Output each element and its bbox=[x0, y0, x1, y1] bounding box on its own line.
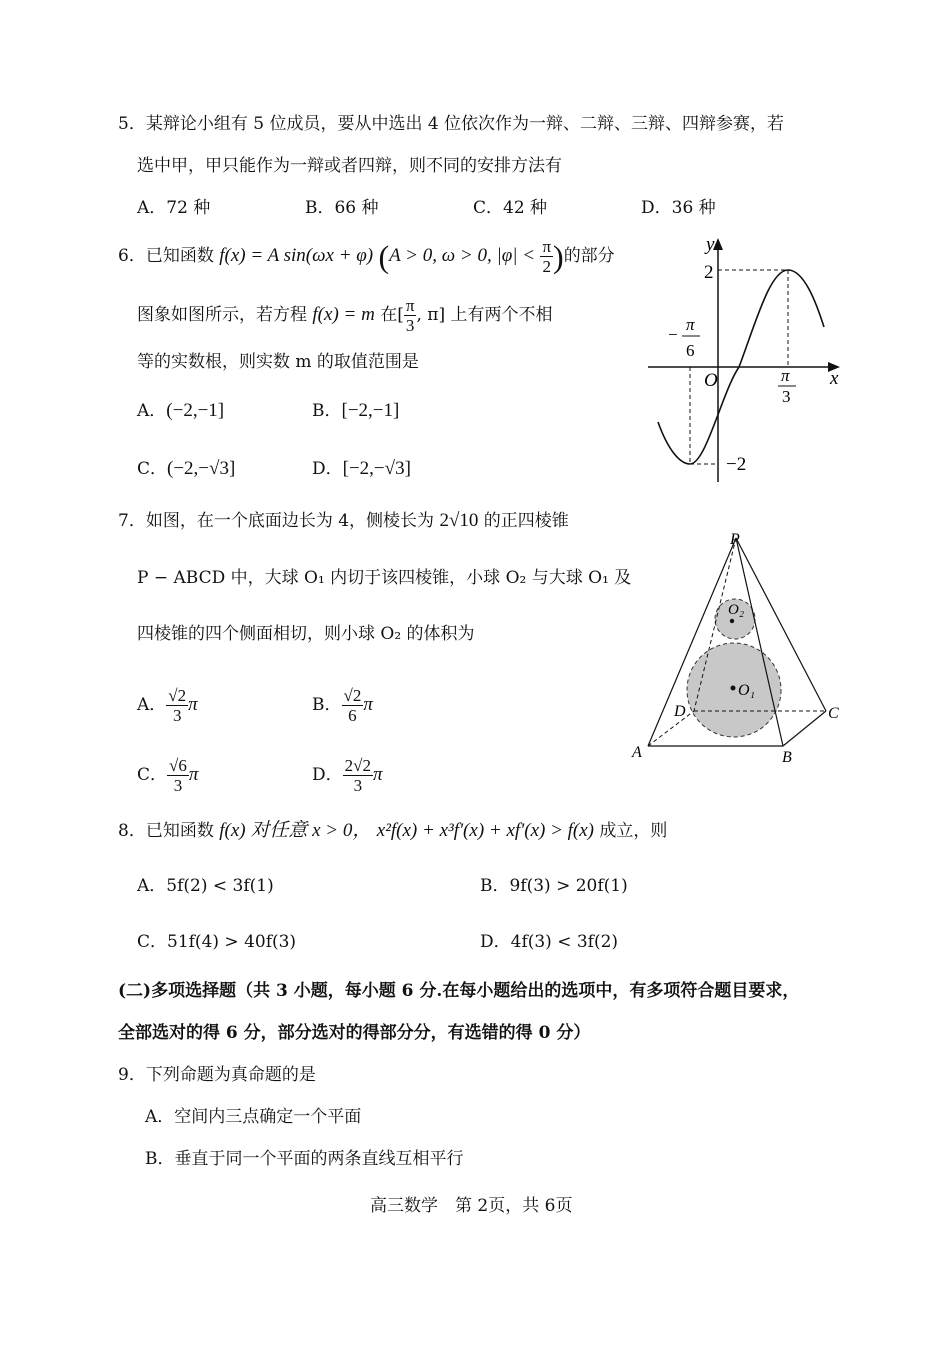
q7-radical: 2√10 bbox=[439, 510, 479, 531]
label-p: P bbox=[730, 531, 740, 548]
q6-option-c: C．(−2,−√3] bbox=[137, 458, 236, 479]
q6-line2: 图象如图所示，若方程 f(x) = m 在[ $\frac{\pi}{3}$ , π] 上有两个不相 bbox=[137, 296, 553, 335]
q7-option-b: B． $\frac{√2}{6}$ π bbox=[312, 686, 373, 725]
q6-pi-over-2: $\frac{\pi}{2}$ bbox=[542, 237, 552, 276]
q7-line1: 7．如图，在一个底面边长为 4，侧棱长为 2√10 的正四棱锥 bbox=[118, 510, 569, 531]
q6-suffix: 的部分 bbox=[563, 246, 615, 266]
q5-line2: 选中甲，甲只能作为一辩或者四辩，则不同的安排方法有 bbox=[137, 156, 562, 176]
q7-line2: P − ABCD 中，大球 O₁ 内切于该四棱锥，小球 O₂ 与大球 O₁ 及 bbox=[137, 568, 632, 588]
q6-prefix: 6．已知函数 bbox=[118, 246, 214, 266]
x-label: x bbox=[830, 368, 839, 389]
q8-option-d: D．4f(3) < 3f(2) bbox=[480, 932, 619, 952]
q7-option-d: D． $\frac{2√2}{3}$ π bbox=[312, 756, 383, 795]
neg-pi: π bbox=[686, 315, 695, 334]
neg-six: 6 bbox=[686, 341, 695, 360]
origin-label: O bbox=[704, 370, 718, 391]
q7-option-a: A． $\frac{√2}{3}$ π bbox=[137, 686, 198, 725]
pos-pi: π bbox=[781, 366, 790, 385]
label-o1: O₁ bbox=[738, 682, 756, 699]
q8-stem: 8．已知函数 f(x) 对任意 x > 0， x²f(x) + x³f'(x) + xf'(x) > f(x) 成立，则 bbox=[118, 820, 668, 841]
q5-option-d: D．36 种 bbox=[641, 198, 716, 218]
q6-line1: 6．已知函数 f(x) = A sin(ωx + φ) (A > 0, ω > 0, |φ| < $\frac{\pi}{2}$ )的部分 bbox=[118, 237, 615, 276]
q8-option-a: A．5f(2) < 3f(1) bbox=[137, 876, 274, 896]
q7-pyramid-figure bbox=[628, 528, 848, 768]
q6-option-d: D．[−2,−√3] bbox=[312, 458, 411, 479]
q6-line3: 等的实数根，则实数 m 的取值范围是 bbox=[137, 352, 419, 372]
q9-stem: 9．下列命题为真命题的是 bbox=[118, 1065, 316, 1085]
q6-condition: A > 0, ω > 0, |φ| < bbox=[389, 245, 536, 266]
y-axis-arrow bbox=[713, 238, 723, 250]
q5-option-c: C．42 种 bbox=[473, 198, 548, 218]
label-c: C bbox=[828, 705, 839, 722]
q8-option-c: C．51f(4) > 40f(3) bbox=[137, 932, 297, 952]
q5-option-b: B．66 种 bbox=[305, 198, 379, 218]
q8-inequality: x²f(x) + x³f'(x) + xf'(x) > f(x) bbox=[376, 820, 595, 841]
q9-option-a: A．空间内三点确定一个平面 bbox=[145, 1107, 362, 1127]
label-b: B bbox=[782, 749, 792, 766]
y-label: y bbox=[706, 234, 715, 255]
neg-sign: − bbox=[668, 325, 678, 344]
min-label: −2 bbox=[726, 454, 747, 475]
q7-option-c: C． $\frac{√6}{3}$ π bbox=[137, 756, 199, 795]
max-label: 2 bbox=[704, 262, 714, 283]
label-a: A bbox=[632, 744, 642, 761]
q7-line3: 四棱锥的四个侧面相切，则小球 O₂ 的体积为 bbox=[137, 624, 475, 644]
q5-line1: 5．某辩论小组有 5 位成员，要从中选出 4 位依次作为一辩、二辩、三辩、四辩参赛，若 bbox=[118, 114, 785, 134]
page-footer: 高三数学 第 2页，共 6页 bbox=[370, 1196, 573, 1216]
pos-three: 3 bbox=[782, 387, 791, 406]
q8-option-b: B．9f(3) > 20f(1) bbox=[480, 876, 628, 896]
q6-option-a: A．(−2,−1] bbox=[137, 400, 225, 421]
q6-option-b: B．[−2,−1] bbox=[312, 400, 400, 421]
q6-formula: f(x) = A sin(ωx + φ) bbox=[219, 245, 374, 266]
section2-line1: (二)多项选择题（共 3 小题，每小题 6 分.在每小题给出的选项中，有多项符合题目要求， bbox=[118, 981, 800, 1001]
q6-pi-over-3: $\frac{\pi}{3}$ bbox=[405, 296, 415, 335]
q9-option-b: B．垂直于同一个平面的两条直线互相平行 bbox=[145, 1149, 464, 1169]
section2-line2: 全部选对的得 6 分，部分选对的得部分分，有选错的得 0 分） bbox=[118, 1023, 591, 1043]
q5-option-a: A．72 种 bbox=[137, 198, 211, 218]
label-d: D bbox=[674, 703, 686, 720]
q6-sine-graph bbox=[640, 232, 850, 488]
label-o2: O₂ bbox=[728, 602, 745, 618]
